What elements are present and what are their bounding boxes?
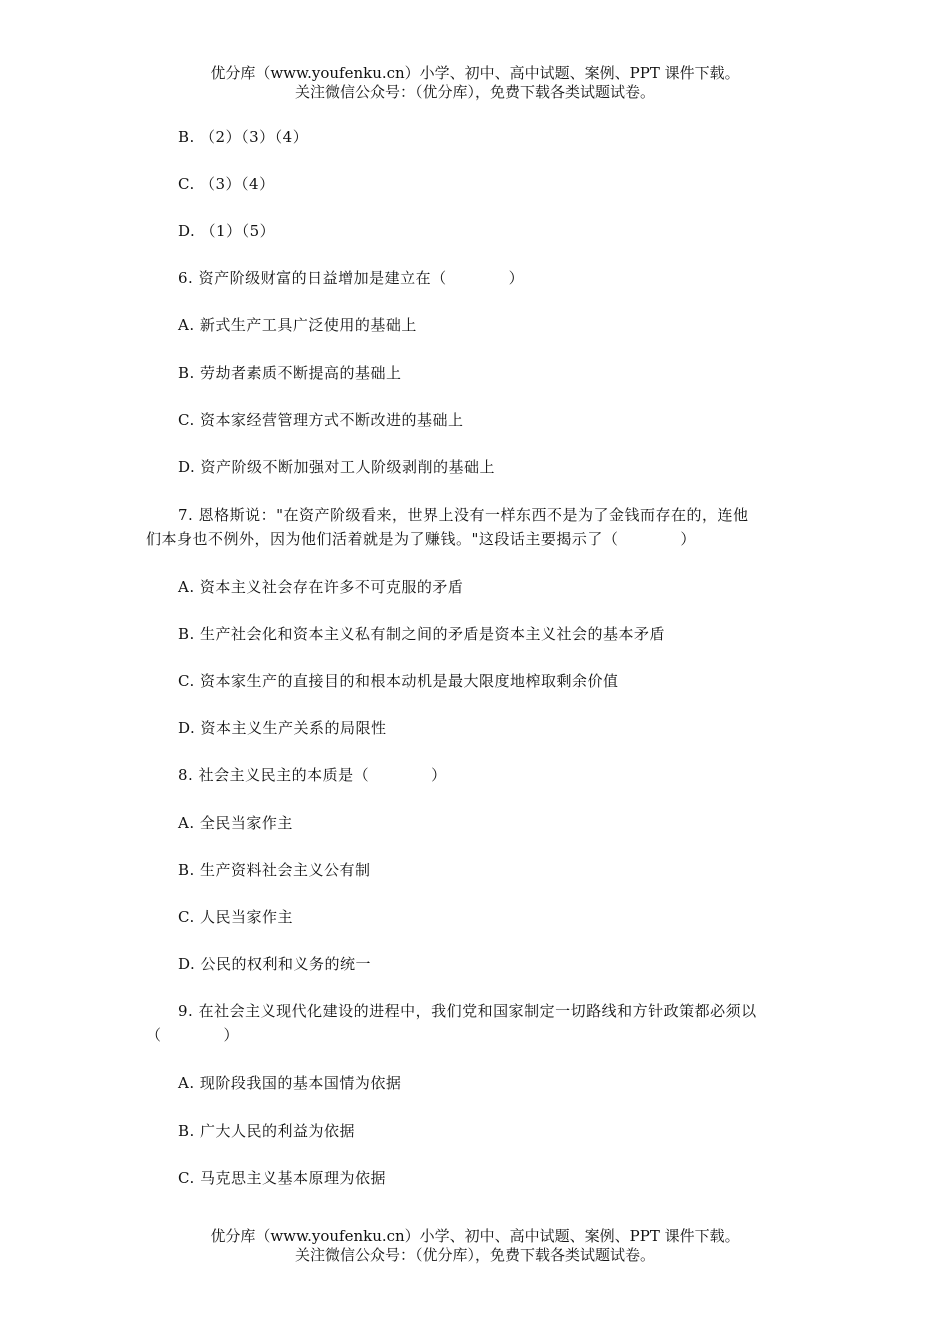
q8-option-a: A. 全民当家作主	[178, 814, 293, 832]
footer-line-1: 优分库（www.youfenku.cn）小学、初中、高中试题、案例、PPT 课件下载。	[210, 1227, 740, 1245]
q9-stem-line-2: （ ）	[146, 1026, 240, 1044]
q6-option-a: A. 新式生产工具广泛使用的基础上	[178, 316, 417, 334]
q5-option-c: C. （3）（4）	[178, 175, 275, 193]
q7-option-a: A. 资本主义社会存在许多不可克服的矛盾	[178, 578, 464, 596]
q7-option-d: D. 资本主义生产关系的局限性	[178, 719, 387, 737]
q8-option-b: B. 生产资料社会主义公有制	[178, 861, 371, 879]
q6-stem: 6. 资产阶级财富的日益增加是建立在（ ）	[178, 269, 525, 287]
q7-stem-line-2: 们本身也不例外，因为他们活着就是为了赚钱。"这段话主要揭示了（ ）	[146, 530, 696, 548]
q8-option-d: D. 公民的权利和义务的统一	[178, 955, 372, 973]
page-footer	[0, 1227, 950, 1265]
q9-option-a: A. 现阶段我国的基本国情为依据	[178, 1074, 402, 1092]
q8-stem: 8. 社会主义民主的本质是（ ）	[178, 766, 447, 784]
header-line-2: 关注微信公众号：（优分库），免费下载各类试题试卷。	[294, 83, 655, 101]
q8-option-c: C. 人民当家作主	[178, 908, 293, 926]
q7-option-c: C. 资本家生产的直接目的和根本动机是最大限度地榨取剩余价值	[178, 672, 619, 690]
q6-option-b: B. 劳劫者素质不断提高的基础上	[178, 364, 402, 382]
q7-option-b: B. 生产社会化和资本主义私有制之间的矛盾是资本主义社会的基本矛盾	[178, 625, 666, 643]
q6-option-d: D. 资产阶级不断加强对工人阶级剥削的基础上	[178, 458, 496, 476]
footer-line-2: 关注微信公众号：（优分库），免费下载各类试题试卷。	[294, 1246, 655, 1264]
q9-option-c: C. 马克思主义基本原理为依据	[178, 1169, 386, 1187]
q5-option-b: B. （2）（3）（4）	[178, 128, 309, 146]
q7-stem-line-1: 7. 恩格斯说："在资产阶级看来，世界上没有一样东西不是为了金钱而存在的，连他	[178, 506, 749, 524]
q5-option-d: D. （1）（5）	[178, 222, 276, 240]
header-line-1: 优分库（www.youfenku.cn）小学、初中、高中试题、案例、PPT 课件下载。	[210, 64, 740, 82]
q9-option-b: B. 广大人民的利益为依据	[178, 1122, 356, 1140]
q9-stem-line-1: 9. 在社会主义现代化建设的进程中，我们党和国家制定一切路线和方针政策都必须以	[178, 1002, 757, 1020]
q6-option-c: C. 资本家经营管理方式不断改进的基础上	[178, 411, 464, 429]
